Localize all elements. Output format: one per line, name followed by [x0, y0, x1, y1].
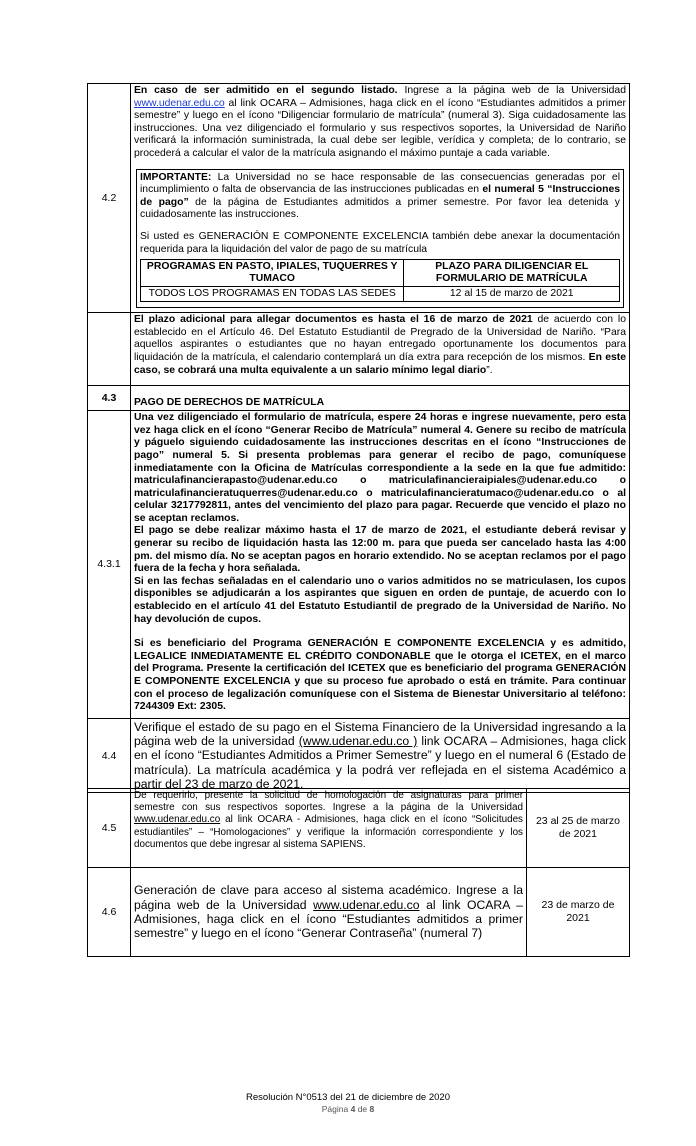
- table-cell: 12 al 15 de marzo de 2021: [404, 287, 620, 302]
- row-number: 4.2: [88, 84, 131, 313]
- table-row: [88, 386, 630, 411]
- calendar-table: [87, 83, 630, 793]
- row-number: 4.3: [88, 386, 131, 411]
- row-number: 4.6: [88, 868, 131, 957]
- date-cell: 23 al 25 de marzo de 2021: [527, 789, 630, 868]
- row-content: [131, 789, 527, 868]
- paragraph-recibo: Una vez diligenciado el formulario de matrícula, espere 24 horas e ingrese nuevamente, pero esta vez haga click en el ícono “Generar Recibo de Matrícula” numeral 4. Genere su recibo de matrícula y páguelo siguiendo cuidadosamente las instrucciones descritas en el ícono “Instrucciones de pago” numeral 5. Si presenta problemas para generar el recibo de pago, comuníquese inmediatamente con la Oficina de Matrículas correspondiente a la sede en la que fue admitido: matriculafinancierapasto@udenar.edu.co o matriculafinancieraipiales@udenar.edu.co o matriculafinancieratuquerres@udenar.edu.co o matriculafinancieratumaco@udenar.edu.co o al celular 3217792811, antes del vencimiento del plazo para pagar. Recuerde que vencido el plazo no se aceptan reclamos.: [134, 412, 626, 524]
- row-content: [131, 411, 630, 719]
- paragraph-clave: Generación de clave para acceso al sistema académico. Ingrese a la página web de la Universidad www.udenar.edu.co al link OCARA – Admisiones, haga click en el ícono “Estudiantes admitidos a primer semestre” y luego en el ícono “Generar Contraseña” (numeral 7): [134, 883, 523, 941]
- udenar-link[interactable]: www.udenar.edu.co: [134, 97, 225, 109]
- row-content: [131, 868, 527, 957]
- plazo-table: [140, 259, 620, 302]
- row-content: [131, 313, 630, 386]
- table-row: [88, 411, 630, 719]
- section-title: PAGO DE DERECHOS DE MATRÍCULA: [134, 396, 325, 408]
- footer-resolution: Resolución N°0513 del 21 de diciembre de 2020: [246, 1092, 450, 1103]
- paragraph-admitted-second-list: En caso de ser admitido en el segundo listado. Ingrese a la página web de la Universidad www.udenar.edu.co al link OCARA – Admisiones, haga click en el ícono “Estudiantes admitidos a primer semestre” y luego en el ícono “Diligenciar formulario de matrícula” (numeral 3). Siga cuidadosamente las instrucciones. Una vez diligenciado el formulario y sus respectivos soportes, la Universidad de Nariño verificará la información suministrada, la cual debe ser legible, verídica y completa; de lo contrario, se procederá a calcular el valor de la matrícula asignando el máximo puntaje a cada variable.: [134, 85, 626, 159]
- calendar-table-dates: [87, 788, 630, 957]
- table-row: [141, 287, 620, 302]
- row-content: [131, 718, 630, 792]
- paragraph-homologacion: De requerirlo, presente la solicitud de homologación de asignaturas para primer semestre con sus respectivos soportes. Ingrese a la página de la Universidad www.udenar.edu.co al link OCARA - Admisiones, haga click en el ícono “Solicitudes estudiantiles” – “Homologaciones” y verifique la información correspondiente y los documentos que debe ingresar al sistema SAPIENS.: [134, 790, 523, 850]
- paragraph-cupos: Si en las fechas señaladas en el calendario uno o varios admitidos no se matriculasen, los cupos disponibles se adjudicarán a los aspirantes que siguen en orden de puntaje, de acuerdo con lo establecido en el artículo 41 del Estatuto Estudiantil de pregrado de la Universidad de Nariño. No hay devolución de cupos.: [134, 575, 626, 625]
- row-number: 4.4: [88, 718, 131, 792]
- paragraph-plazo-adicional: El plazo adicional para allegar documentos es hasta el 16 de marzo de 2021 de acuerdo con lo establecido en el Artículo 46. Del Estatuto Estudiantil de Pregrado de la Universidad de Nariño. “Para aquellos aspirantes o estudiantes que no hayan entregado oportunamente los documentos para liquidación de la matrícula, el calendario contemplará un día extra para recepción de los mismos. En este caso, se cobrará una multa equivalente a un salario mínimo legal diario”.: [134, 314, 626, 376]
- table-row: [88, 84, 630, 313]
- udenar-link[interactable]: (www.udenar.edu.co ): [298, 734, 418, 749]
- header-cell: PROGRAMAS EN PASTO, IPIALES, TUQUERRES Y TUMACO: [141, 260, 404, 287]
- table-row: [88, 718, 630, 792]
- table-row: [88, 313, 630, 386]
- table-cell: TODOS LOS PROGRAMAS EN TODAS LAS SEDES: [141, 287, 404, 302]
- footer-page-number: Página 4 de 8: [321, 1104, 375, 1114]
- udenar-link[interactable]: www.udenar.edu.co: [134, 814, 221, 826]
- paragraph-generacion: Si es beneficiario del Programa GENERACIÓN E COMPONENTE EXCELENCIA y es admitido, LEGALICE INMEDIATAMENTE EL CRÉDITO CONDONABLE que le otorga el ICETEX, en el marco del Programa. Presente la certificación del ICETEX que es beneficiario del programa GENERACIÓN E COMPONENTE EXCELENCIA y que su proceso fue aprobado o está en trámite. Para continuar con el proceso de legalización comuníquese con el Sistema de Bienestar Universitario al teléfono: 7244309 Ext: 2305.: [134, 638, 626, 713]
- table-row: [88, 789, 630, 868]
- row-content: [131, 84, 630, 313]
- row-number: 4.5: [88, 789, 131, 868]
- udenar-link[interactable]: www.udenar.edu.co: [313, 897, 420, 912]
- table-row: [88, 868, 630, 957]
- paragraph-pago: El pago se debe realizar máximo hasta el 17 de marzo de 2021, el estudiante deberá revisar y generar su recibo de liquidación hasta las 12:00 m. para que pueda ser cancelado hasta las 4:00 pm. del mismo día. No se aceptan pagos en horario extendido. No se aceptan reclamos por el pago fuera de la fecha y hora señalada.: [134, 525, 626, 575]
- row-content: [131, 386, 630, 411]
- table-row: [141, 260, 620, 287]
- row-number: 4.3.1: [88, 411, 131, 719]
- important-box: IMPORTANTE: La Universidad no se hace responsable de las consecuencias generadas por el incumplimiento o falta de observancia de las instrucciones publicadas en el numeral 5 “Instrucciones de pago” de la página de Estudiantes admitidos a primer semestre. Por favor lea detenida y cuidadosamente las instrucciones. Si usted es GENERACIÓN E COMPONENTE EXCELENCIA también debe anexar la documentación requerida para la liquidación del valor de pago de su matrícula PROGRAMAS EN PASTO, IPIALES, TUQUERRES Y TUMACO PLAZO PARA DILIGENCIAR EL FORMULARIO DE MATRÍCULA TODOS LOS PROGRAMAS EN TODAS LAS SEDES 12 al 15 de marzo de 2021: [136, 169, 624, 309]
- generacion-note: Si usted es GENERACIÓN E COMPONENTE EXCELENCIA también debe anexar la documentación requerida para la liquidación del valor de pago de su matrícula: [140, 230, 620, 255]
- paragraph-estado-pago: Verifique el estado de su pago en el Sistema Financiero de la Universidad ingresando a la página web de la universidad (www.udenar.edu.co ) link OCARA – Admisiones, haga click en el ícono “Estudiantes Admitidos a Primer Semestre” y luego en el numeral 6 (Estado de matrícula). La matrícula académica y la podrá ver reflejada en el sistema Académico a partir del 23 de marzo de 2021.: [134, 719, 627, 791]
- header-cell: PLAZO PARA DILIGENCIAR EL FORMULARIO DE MATRÍCULA: [404, 260, 620, 287]
- date-cell: 23 de marzo de 2021: [527, 868, 630, 957]
